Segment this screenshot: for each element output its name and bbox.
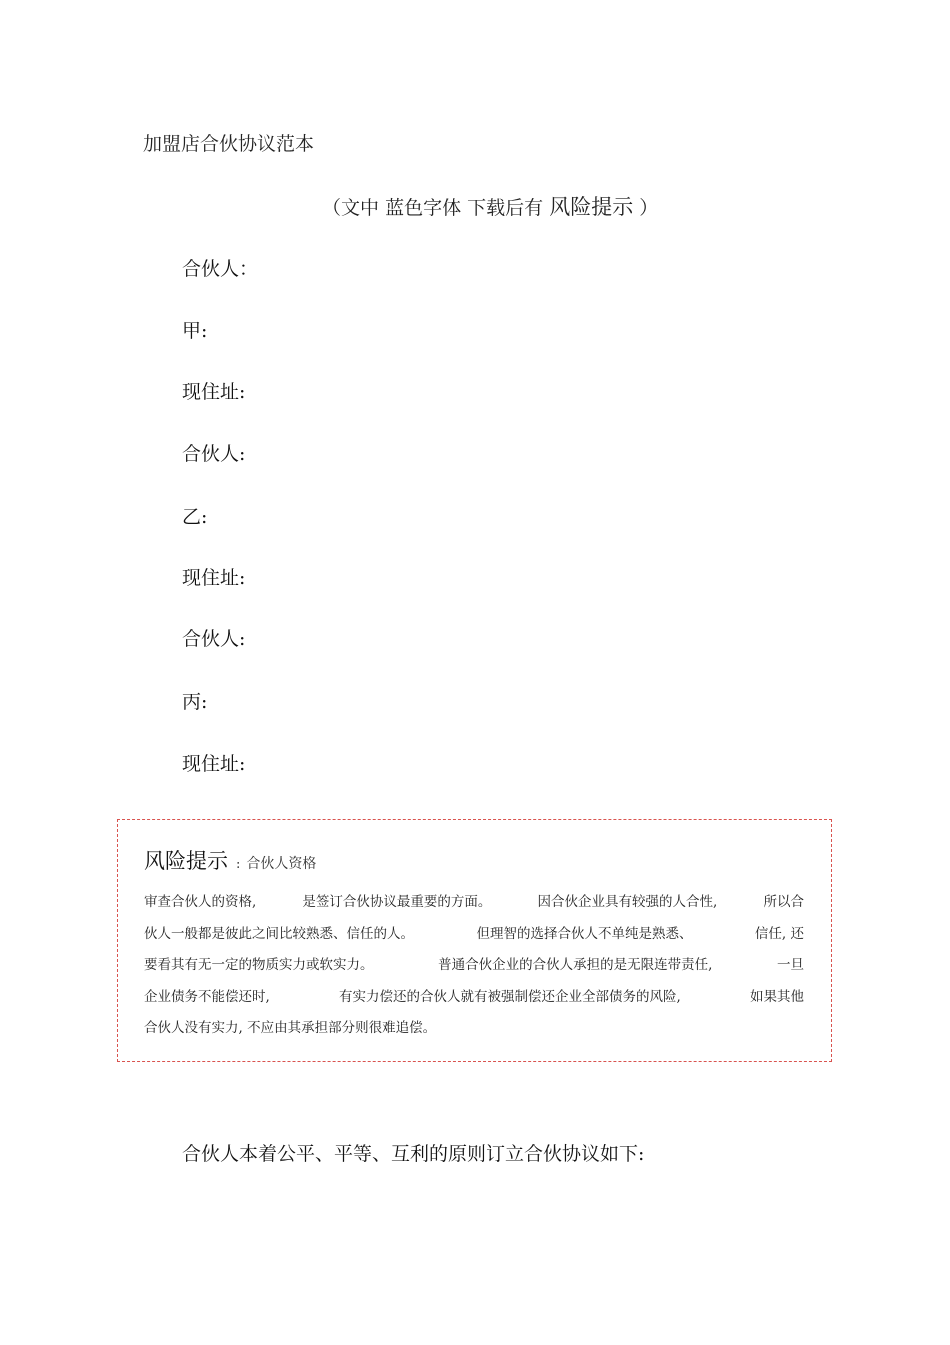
- party-a-address-label: 现住址:: [182, 381, 246, 403]
- risk-notice-segment: 一旦: [776, 957, 804, 973]
- risk-notice-segment: 如果其他: [750, 988, 804, 1005]
- party-b-label: 合伙人:: [182, 443, 246, 465]
- party-c-address-label: 现住址:: [182, 753, 246, 775]
- risk-notice-line: [144, 1018, 804, 1050]
- party-c-name-label: 丙:: [182, 691, 208, 713]
- subtitle-part-3: 下载后有: [467, 197, 544, 219]
- risk-notice-line: [144, 987, 804, 1019]
- risk-notice-segment: 普通合伙企业的合伙人承担的是无限连带责任,: [438, 957, 713, 973]
- risk-notice-segment: 企业债务不能偿还时,: [144, 988, 270, 1005]
- risk-notice-box: [117, 819, 832, 1062]
- risk-notice-segment: 信任, 还: [754, 925, 804, 942]
- party-b-name-label: 乙:: [182, 506, 208, 528]
- risk-notice-segment: 伙人一般都是彼此之间比较熟悉、信任的人。: [144, 925, 414, 942]
- risk-notice-segment: 因合伙企业具有较强的人合性,: [537, 894, 718, 910]
- subtitle-part-4: 风险提示: [549, 195, 634, 219]
- risk-notice-body: [144, 892, 804, 1050]
- subtitle-close-paren: ）: [639, 197, 659, 219]
- risk-notice-label: 风险提示: [144, 849, 228, 873]
- risk-notice-line: [144, 892, 804, 924]
- document-subtitle: [322, 191, 658, 221]
- risk-notice-segment: 审查合伙人的资格,: [144, 894, 257, 910]
- subtitle-part-1: 文中: [341, 197, 380, 219]
- risk-notice-segment: 有实力偿还的合伙人就有被强制偿还企业全部债务的风险,: [339, 988, 681, 1005]
- risk-notice-line: [144, 924, 804, 956]
- risk-notice-heading: [144, 845, 316, 875]
- risk-notice-segment: 所以合: [763, 894, 804, 910]
- party-a-label: 合伙人：: [182, 258, 259, 280]
- risk-notice-topic: 合伙人资格: [246, 856, 317, 872]
- risk-notice-segment: 要看其有无一定的物质实力或软实力。: [144, 957, 374, 973]
- subtitle-part-2: 蓝色字体: [385, 197, 462, 219]
- party-a-name-label: 甲:: [182, 320, 208, 342]
- risk-notice-segment: 但理智的选择合伙人不单纯是熟悉、: [476, 925, 693, 942]
- agreement-intro: 合伙人本着公平、平等、互利的原则订立合伙协议如下:: [182, 1143, 645, 1165]
- risk-notice-segment: 是签订合伙协议最重要的方面。: [302, 894, 492, 910]
- document-title: 加盟店合伙协议范本: [143, 133, 315, 155]
- party-b-address-label: 现住址:: [182, 567, 246, 589]
- subtitle-open-paren: （: [322, 197, 342, 219]
- risk-notice-line: [144, 955, 804, 987]
- risk-notice-colon: :: [236, 857, 241, 872]
- risk-notice-segment: 合伙人没有实力, 不应由其承担部分则很难追偿。: [144, 1020, 437, 1036]
- party-c-label: 合伙人:: [182, 628, 246, 650]
